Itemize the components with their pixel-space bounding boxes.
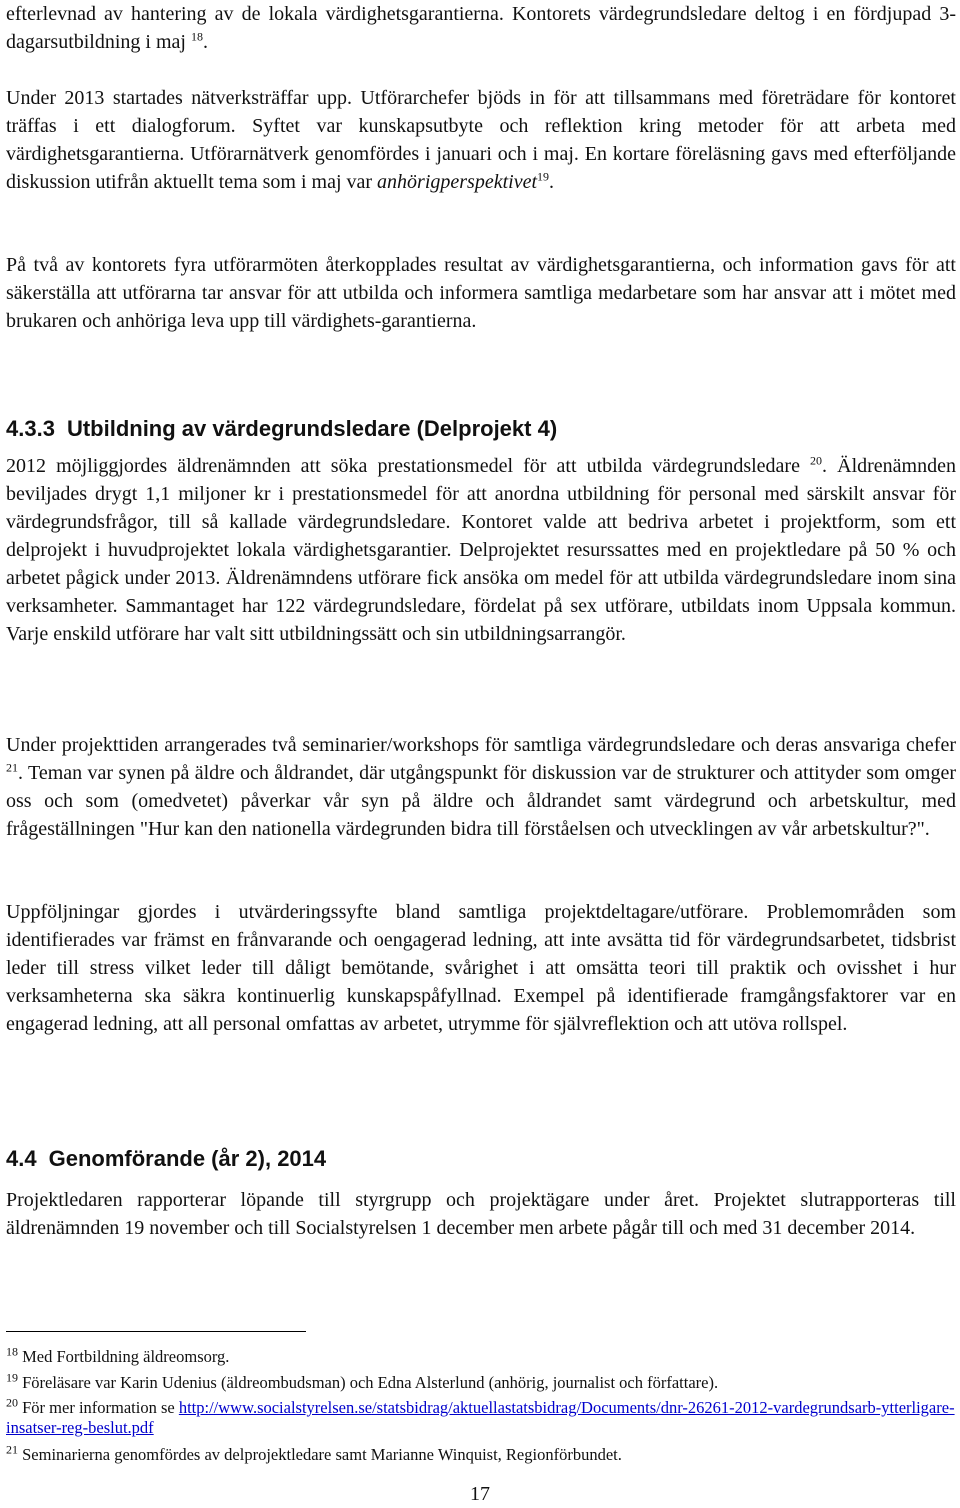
paragraph-2: Under 2013 startades nätverksträffar upp. Utförarchefer bjöds in för att tillsammans med företrädare för kontoret träffas i ett dialogforum. Syftet var kunskapsutbyte och reflektion kring metoder för att arbeta med värdighetsgarantierna. Utförarnätverk genomfördes i januari och i maj. En kortare föreläsning gavs med efterföljande diskussion utifrån aktuellt tema som i maj var anhörigperspektivet$^{19}$. xyxy=(6,87,956,193)
footnote-18: $^{18}$ Med Fortbildning äldreomsorg. xyxy=(6,1344,230,1366)
italic-term: anhörigperspektivet xyxy=(377,171,538,193)
footnote-link[interactable]: http://www.socialstyrelsen.se/statsbidrag/aktuellastatsbidrag/Documents/dnr-26261-2012-vardegrundsarb-ytterligare-insatser-reg-beslut.pdf xyxy=(6,1398,955,1437)
footnote-19: $^{19}$ Föreläsare var Karin Udenius (äldreombudsman) och Edna Alsterlund (anhörig, journalist och författare). xyxy=(6,1370,719,1392)
footnote-separator xyxy=(6,1331,306,1332)
paragraph-1: efterlevnad av hantering av de lokala värdighetsgarantierna. Kontorets värdegrundsledare deltog i en fördjupad 3-dagarsutbildning i maj $^{18}$. xyxy=(6,3,956,53)
section-heading-4-4: 4.4 Genomförande (år 2), 2014 xyxy=(6,1146,327,1171)
paragraph-5: Under projekttiden arrangerades två seminarier/workshops för samtliga värdegrundsledare och deras ansvariga chefer $^{21}$. Teman var synen på äldre och åldrandet, där utgångspunkt för diskussion var de strukturer och attityder som omger oss och som (omedvetet) påverkar vår syn på äldre och åldrandet samt värdegrund och arbetskultur, med frågeställningen "Hur kan den nationella värdegrunden bidra till förståelsen och utvecklingen av vår arbetskultur?". xyxy=(6,734,956,840)
footnote-20: $^{20}$ För mer information se http://www.socialstyrelsen.se/statsbidrag/aktuellastatsbidrag/Documents/dnr-26261-2012-vardegrundsarb-ytterligare-insatser-reg-beslut.pdf xyxy=(6,1395,955,1437)
footnote-21: $^{21}$ Seminarierna genomfördes av delprojektledare samt Marianne Winquist, Regionförbundet. xyxy=(6,1442,622,1464)
section-heading-4-3-3: 4.3.3 Utbildning av värdegrundsledare (Delprojekt 4) xyxy=(6,416,558,441)
paragraph-7: Projektledaren rapporterar löpande till styrgrupp och projektägare under året. Projektet slutrapporteras till äldrenämnden 19 november och till Socialstyrelsen 1 december men arbete pågår till och med 31 december 2014. xyxy=(6,1189,956,1239)
footnote-ref-20[interactable]: 20 xyxy=(810,453,823,468)
page-number: 17 xyxy=(470,1483,490,1505)
paragraph-4: 2012 möjliggjordes äldrenämnden att söka prestationsmedel för att utbilda värdegrundsledare $^{20}$. Äldrenämnden beviljades drygt 1,1 miljoner kr i prestationsmedel för att anordna utbildning för personal med särskilt ansvar för värdegrundsfrågor, till så kallade värdegrundsledare. Kontoret valde att bedriva arbetet i projektform, som ett delprojekt i huvudprojektet lokala värdighetsgarantier. Delprojektet resurssattes med en projektledare på 50 % och arbetet pågick under 2013. Äldrenämndens utförare fick ansöka om medel för att utbilda värdegrundsledare inom sina verksamheter. Sammantaget har 122 värdegrundsledare, fördelat på sex utförare, utbildats inom Uppsala kommun. Varje enskild utförare har valt sitt utbildningssätt och sin utbildningsarrangör. xyxy=(6,453,956,645)
footnote-ref-19[interactable]: 19 xyxy=(537,169,550,184)
paragraph-6: Uppföljningar gjordes i utvärderingssyfte bland samtliga projektdeltagare/utförare. Problemområden som identifierades var främst en frånvarande och oengagerad ledning, att inte avsätta tid för värdegrundsarbetet, tidsbrist leder till stress vilket leder till dåligt bemötande, svårighet i att omsätta teori till praktik och ovisshet i hur verksamheterna ska säkra kontinuerlig kunskapspåfyllnad. Exempel på identifierade framgångsfaktorer var en engagerad ledning, att all personal omfattas av arbetet, utrymme för självreflektion och att utöva rollspel. xyxy=(6,901,956,1035)
paragraph-3: På två av kontorets fyra utförarmöten återkopplades resultat av värdighetsgarantierna, och information gavs för att säkerställa att utförarna tar ansvar för att utbilda och informera samtliga medarbetare som har ansvar att i mötet med brukaren och anhöriga leva upp till värdighets-garantierna. xyxy=(6,254,956,332)
footnote-ref-21[interactable]: 21 xyxy=(6,760,18,775)
footnote-ref-18[interactable]: 18 xyxy=(190,29,203,44)
